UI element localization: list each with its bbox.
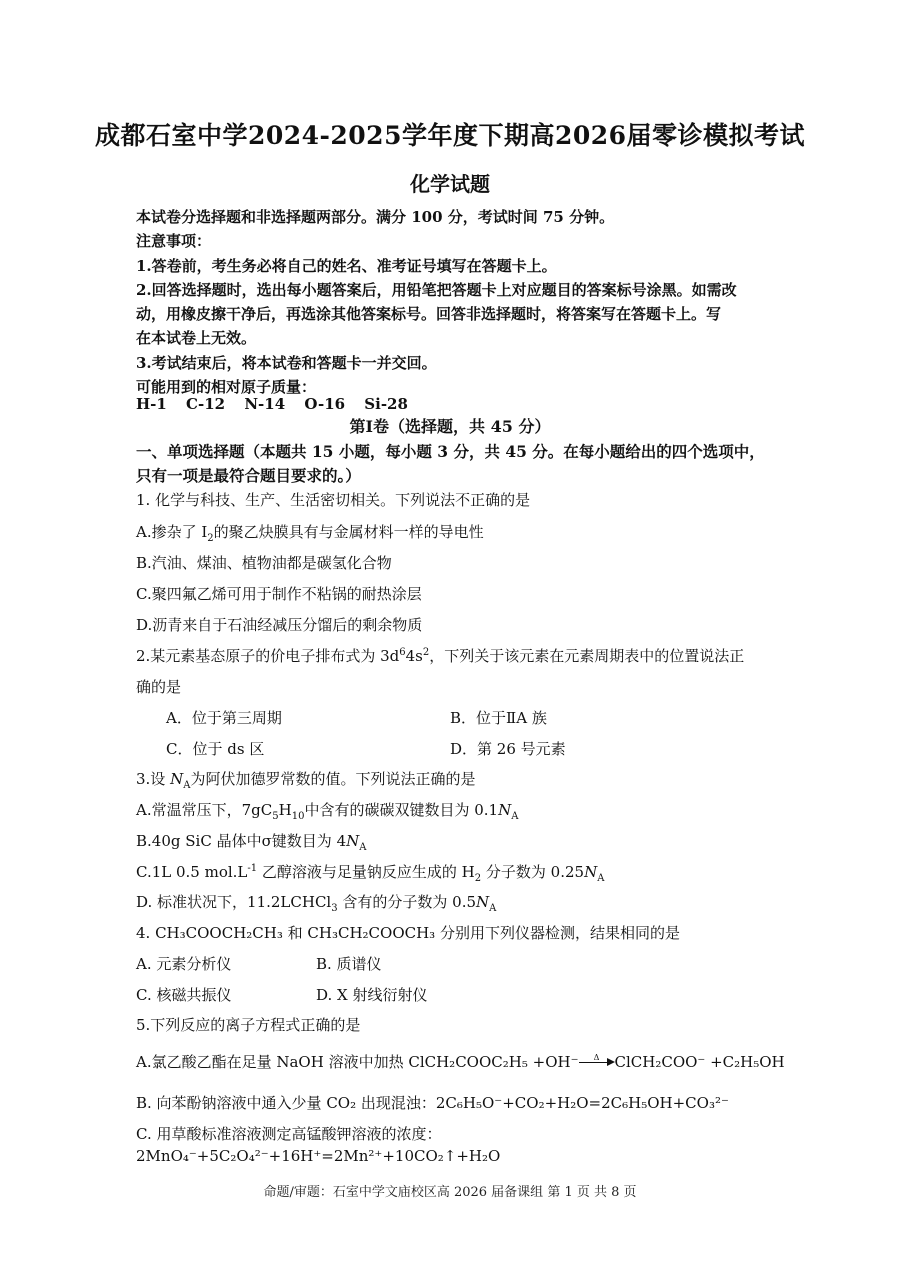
heat-delta-label: Δ: [593, 1053, 600, 1062]
q3-d-na: N: [476, 893, 490, 911]
q4-option-b: B. 质谱仪: [316, 955, 382, 973]
instructions-intro: 本试卷分选择题和非选择题两部分。满分 100 分，考试时间 75 分钟。: [136, 208, 615, 226]
q2-option-b: B．位于ⅡA 族: [450, 709, 547, 727]
q3-c-post: 分子数为 0.25: [481, 863, 585, 881]
q2-stem-mid: 4s: [405, 647, 423, 665]
q1-a-post: 的聚乙炔膜具有与金属材料一样的导电性: [213, 523, 484, 541]
q3-a-post: 中含有的碳碳双键数目为 0.1: [304, 801, 499, 819]
section-title: 第Ⅰ卷（选择题，共 45 分）: [349, 417, 551, 436]
q3-option-c: [136, 861, 776, 883]
instruction-item-2c: 在本试卷上无效。: [136, 329, 257, 348]
q2-option-a: A．位于第三周期: [166, 709, 282, 727]
q3-b-pre: B.40g SiC 晶体中σ键数目为 4: [136, 832, 347, 850]
q3-option-a: [136, 799, 776, 821]
instruction-item-1: 1.答卷前，考生务必将自己的姓名、准考证号填写在答题卡上。: [136, 256, 557, 275]
q3-d-pre: D. 标准状况下，11.2LCHCl: [136, 893, 332, 911]
q3-na: N: [170, 770, 184, 788]
q1-option-b: B.汽油、煤油、植物油都是碳氢化合物: [136, 554, 392, 572]
q3-b-na-sub: A: [359, 842, 367, 853]
q3-stem-post: 为阿伏加德罗常数的值。下列说法正确的是: [190, 770, 476, 788]
q4-option-a: A. 元素分析仪: [136, 955, 232, 973]
q3-a-na: N: [498, 801, 512, 819]
q2-stem-pre: 2.某元素基态原子的价电子排布式为 3d: [136, 647, 400, 665]
q3-a-pre: A.常温常压下，7gC: [136, 801, 273, 819]
exam-title: 成都石室中学2024-2025学年度下期高2026届零诊模拟考试: [94, 121, 806, 150]
q2-sup-2: 2: [422, 647, 430, 658]
q3-d-na-sub: A: [489, 903, 497, 914]
q4-stem: 4. CH₃COOCH₂CH₃ 和 CH₃CH₂COOCH₃ 分别用下列仪器检测，结果相同的是: [136, 924, 680, 942]
q2-option-d: D．第 26 号元素: [450, 740, 566, 758]
heat-arrow-icon: [579, 1053, 615, 1070]
q3-c-sub: 2: [474, 873, 482, 884]
q5-a-post: ClCH₂COO⁻ +C₂H₅OH: [614, 1053, 785, 1071]
page-footer: 命题/审题：石室中学文庙校区高 2026 届备课组 第 1 页 共 8 页: [263, 1185, 637, 1200]
part-instructions-line-2: 只有一项是最符合题目要求的。）: [136, 466, 361, 485]
q3-stem-pre: 3.设: [136, 770, 171, 788]
q1-option-d: D.沥青来自于石油经减压分馏后的剩余物质: [136, 616, 423, 634]
q3-c-na-sub: A: [597, 873, 605, 884]
q2-stem-continued: 确的是: [136, 678, 182, 696]
exam-instructions: [136, 205, 766, 399]
q3-b-na: N: [346, 832, 360, 850]
q3-c-pre: C.1L 0.5 mol.L: [136, 863, 248, 881]
q3-d-post: 含有的分子数为 0.5: [337, 893, 477, 911]
q1-a-pre: A.掺杂了 I: [136, 523, 208, 541]
q4-option-c: C. 核磁共振仪: [136, 986, 232, 1004]
q4-option-d: D. X 射线衍射仪: [316, 986, 428, 1004]
q3-a-na-sub: A: [511, 811, 519, 822]
q3-d-sub: 3: [331, 903, 338, 914]
q2-option-c: C．位于 ds 区: [166, 740, 265, 758]
q1-stem: 1. 化学与科技、生产、生活密切相关。下列说法不正确的是: [136, 491, 531, 509]
instructions-heading: 注意事项：: [136, 232, 212, 251]
q3-c-mid: 乙醇溶液与足量钠反应生成的 H: [257, 863, 475, 881]
q1-option-c: C.聚四氟乙烯可用于制作不粘锅的耐热涂层: [136, 585, 422, 603]
q3-stem: [136, 768, 776, 790]
q2-stem: [136, 645, 776, 667]
part-instructions-line-1: 一、单项选择题（本题共 15 小题，每小题 3 分，共 45 分。在每小题给出的四个选项中，: [136, 442, 765, 461]
instruction-item-2a: 2.回答选择题时，选出每小题答案后，用铅笔把答题卡上对应题目的答案标号涂黑。如需改: [136, 280, 737, 299]
q2-stem-post: ，下列关于该元素在元素周期表中的位置说法正: [429, 647, 745, 665]
q1-option-a: [136, 521, 776, 543]
exam-subject: 化学试题: [410, 172, 490, 196]
q5-a-pre: A.氯乙酸乙酯在足量 NaOH 溶液中加热 ClCH₂COOC₂H₅ +OH⁻: [136, 1053, 579, 1071]
q1-a-sub: 2: [207, 533, 214, 544]
q5-option-a: [136, 1051, 786, 1073]
instruction-item-3: 3.考试结束后，将本试卷和答题卡一并交回。: [136, 353, 437, 372]
q3-a-h: H: [278, 801, 292, 819]
instruction-item-2b: 动，用橡皮擦干净后，再选涂其他答案标号。回答非选择题时，将答案写在答题卡上。写: [136, 305, 722, 324]
q3-a-sub-2: 10: [291, 811, 305, 822]
q2-sup-1: 6: [399, 647, 406, 658]
q5-option-b: B. 向苯酚钠溶液中通入少量 CO₂ 出现混浊：2C₆H₅O⁻+CO₂+H₂O=2C₆H₅OH+CO₃²⁻: [136, 1094, 729, 1112]
q5-stem: 5.下列反应的离子方程式正确的是: [136, 1016, 361, 1034]
q3-c-sup: -1: [247, 863, 258, 874]
q3-option-b: [136, 830, 776, 852]
atomic-mass-heading: 可能用到的相对原子质量：: [136, 378, 317, 397]
part-instructions: [136, 440, 766, 488]
atomic-mass-list: H-1 C-12 N-14 O-16 Si-28: [136, 395, 408, 413]
q3-c-na: N: [584, 863, 598, 881]
q3-option-d: [136, 891, 776, 913]
q3-na-sub: A: [183, 780, 191, 791]
q5-option-c: C. 用草酸标准溶液测定高锰酸钾溶液的浓度：2MnO₄⁻+5C₂O₄²⁻+16H⁺=2Mn²⁺+10CO₂↑+H₂O: [136, 1125, 501, 1165]
q3-a-sub-1: 5: [272, 811, 279, 822]
